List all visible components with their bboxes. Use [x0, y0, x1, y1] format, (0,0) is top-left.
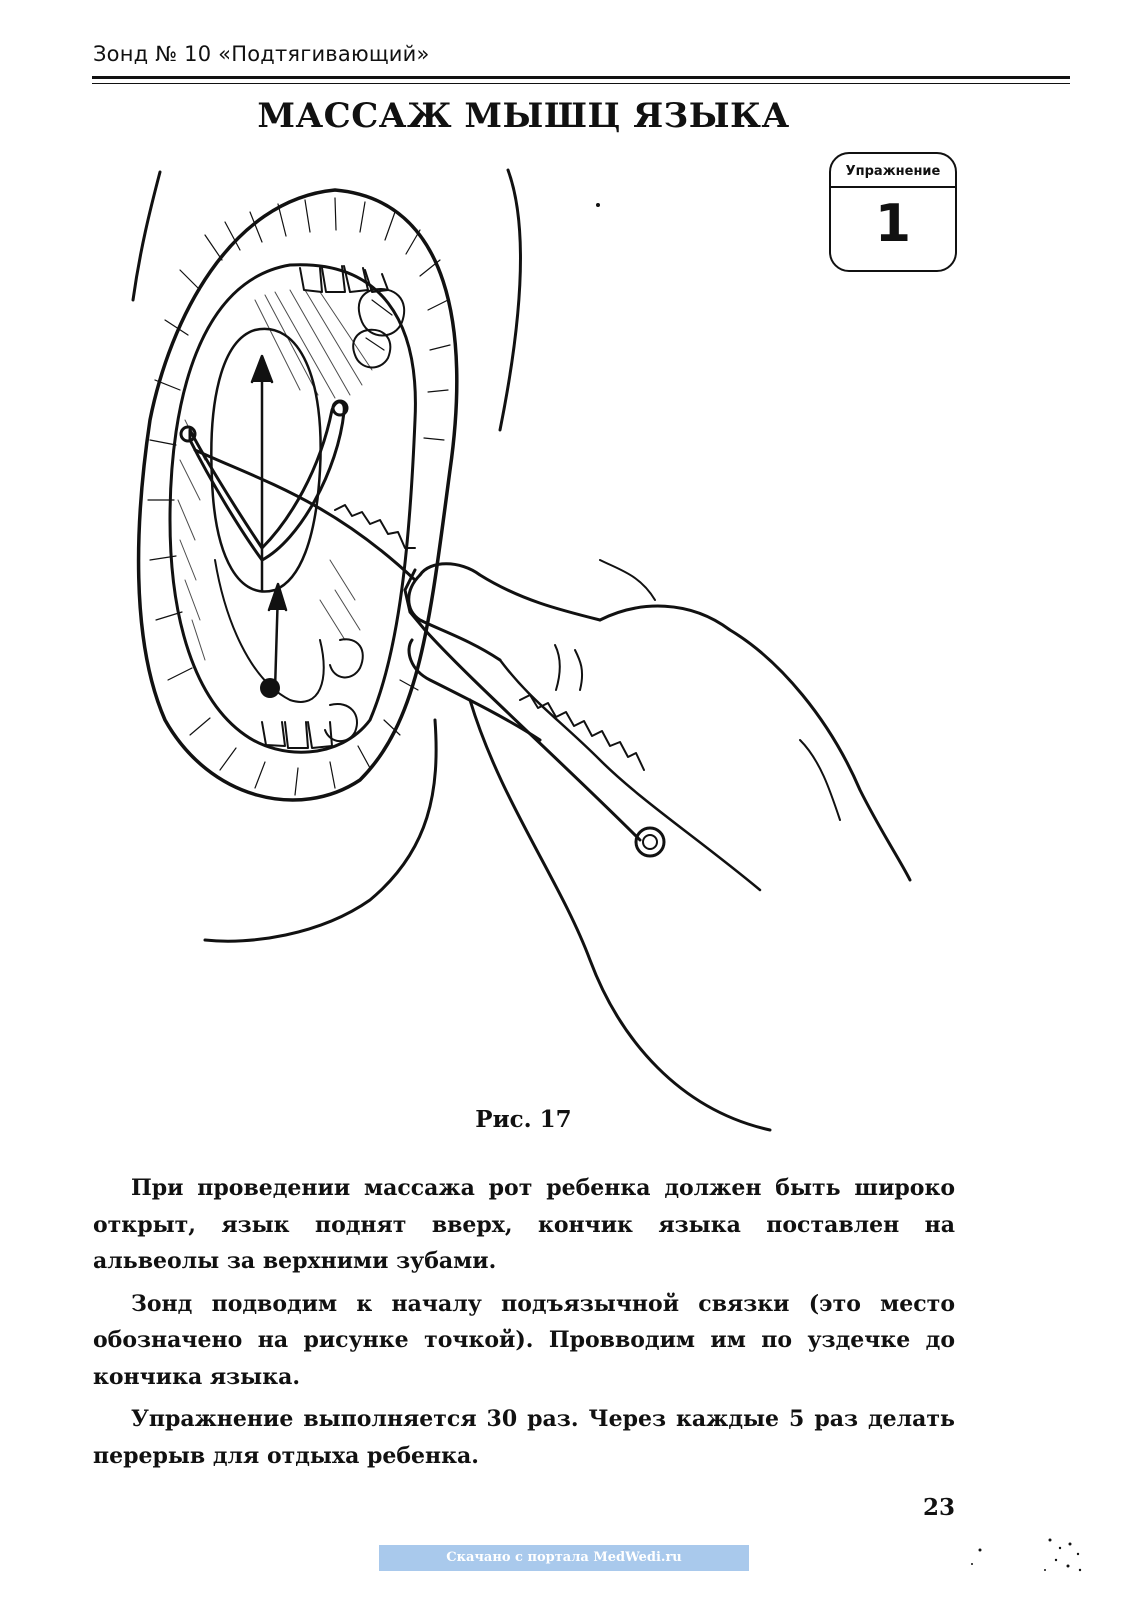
probe-end-ring [636, 828, 664, 856]
wrist-line [470, 700, 770, 1130]
knuckle-line-2 [800, 740, 840, 820]
face-contour-right [500, 170, 520, 430]
page-title: МАССАЖ МЫШЦ ЯЗЫКА [257, 96, 790, 136]
header-rule-thin [92, 83, 1070, 84]
watermark-banner: Скачано с портала MedWedi.ru [379, 1545, 749, 1571]
body-text [93, 1170, 955, 1480]
figure-caption: Рис. 17 [475, 1106, 572, 1133]
exercise-number: 1 [874, 194, 912, 254]
paragraph: Зонд подводим к началу подъязычной связки (это место обозначено на рисунке точкой). Провводим им по уздечке до кончика языка. [93, 1290, 955, 1390]
page-number: 23 [923, 1494, 956, 1521]
hand-back [600, 606, 910, 880]
tongue-massage-illustration [130, 160, 950, 1150]
knuckle-lines [555, 560, 655, 690]
massage-arrows [252, 356, 286, 690]
scan-specks [960, 1530, 1110, 1600]
paragraph: Упражнение выполняется 30 раз. Через каждые 5 раз делать перерыв для отдыха ребенка. [93, 1406, 955, 1469]
probe-handle-twist [520, 695, 644, 770]
speck [596, 203, 600, 207]
running-header-title: Зонд № 10 «Подтягивающий» [93, 42, 430, 66]
right-molars [353, 289, 404, 367]
cheek-contour-left [133, 172, 160, 300]
header-rule-thick [92, 76, 1070, 79]
paragraph: При проведении массажа рот ребенка должен быть широко открыт, язык поднят вверх, кончик языка поставлен на альвеолы за верхними зубами. [93, 1175, 955, 1274]
exercise-label: Упражнение [845, 164, 941, 179]
hand-thumb [420, 564, 600, 620]
chin-contour [205, 720, 436, 941]
frenulum-start-dot [260, 678, 280, 698]
